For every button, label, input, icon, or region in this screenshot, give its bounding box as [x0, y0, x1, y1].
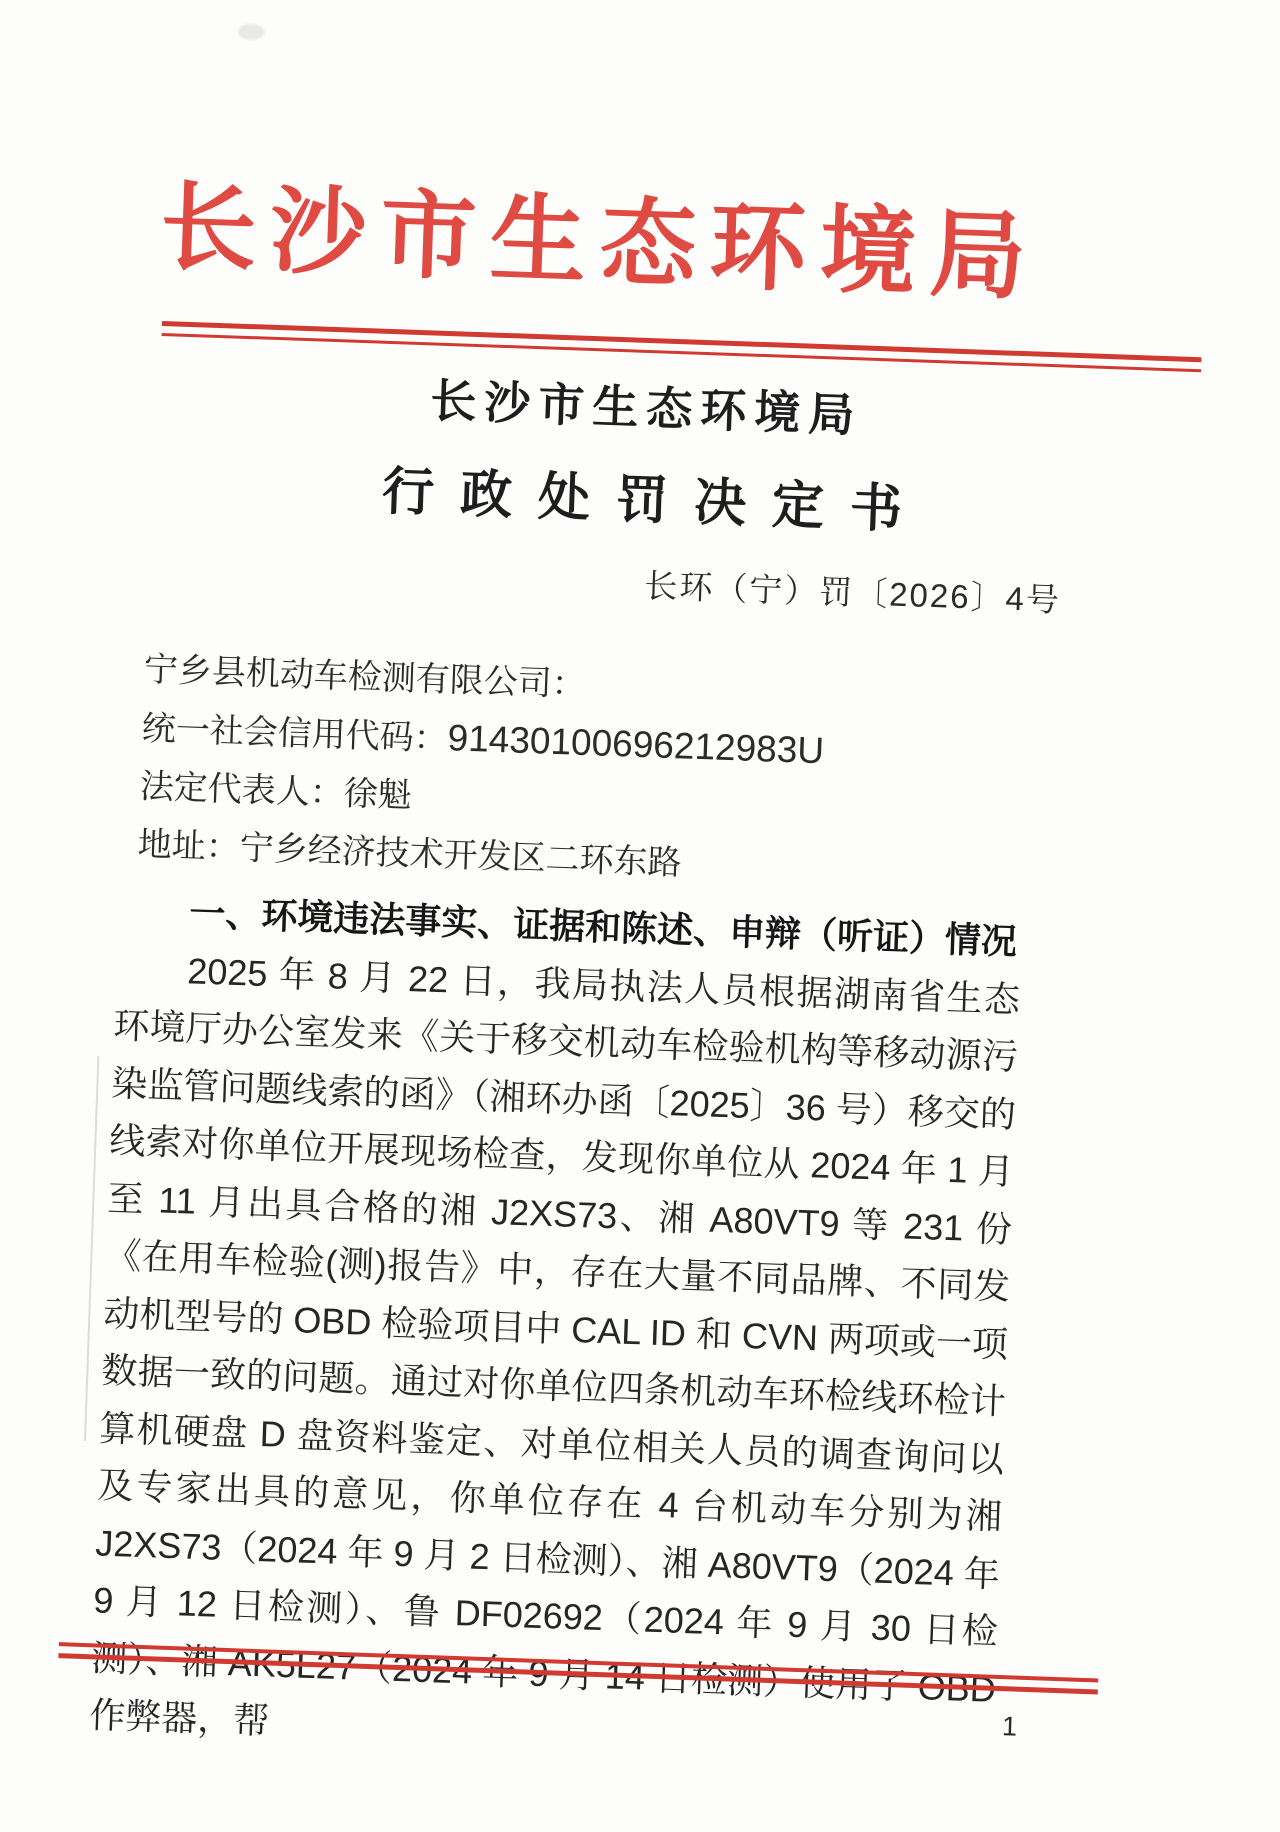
- scan-fold-line-artifact: [84, 1056, 99, 1441]
- address-value: 宁乡经济技术开发区二环东路: [239, 829, 683, 883]
- section-heading-violation-facts: 一、环境违法事实、证据和陈述、申辩（听证）情况: [188, 892, 1018, 963]
- credit-code-label: 统一社会信用代码：: [141, 709, 449, 759]
- address-label: 地址：: [137, 825, 241, 867]
- page-number: 1: [1001, 1711, 1018, 1742]
- agency-letterhead-title: 长沙市生态环境局: [158, 173, 1042, 312]
- document-reference-number: 长环（宁）罚〔2026〕4号: [643, 566, 1062, 619]
- legal-representative-label: 法定代表人：: [139, 767, 345, 813]
- recipient-block: [137, 641, 1105, 907]
- credit-code-value: 91430100696212983U: [447, 717, 825, 772]
- document-type-title: 行政处罚决定书: [381, 463, 929, 540]
- scan-smudge-artifact: [238, 23, 265, 40]
- document-agency-name: 长沙市生态环境局: [429, 375, 864, 442]
- legal-representative-value: 徐魁: [343, 774, 413, 815]
- body-paragraph: 2025 年 8 月 22 日，我局执法人员根据湖南省生态环境厅办公室发来《关于移交机动车检验机构等移动源污染监管问题线索的函》（湘环办函〔2025〕36 号）移交的线索对你单位开展现场检查，发现你单位从 2024 年 1 月至 11 月出具合格的湘 J2XS73、湘 A80VT9 等 231 份《在用车检验(测)报告》中，存在大量不同品牌、不同发动机型号的 OBD 检验项目中 CAL ID 和 CVN 两项或一项数据一致的问题。通过对你单位四条机动车环检线环检计算机硬盘 D 盘资料鉴定、对单位相关人员的调查询问以及专家出具的意见，你单位存在 4 台机动车分别为湘 J2XS73（2024 年 9 月 2 日检测）、湘 A80VT9（2024 年 9 月 12 日检测）、鲁 DF02692（2024 年 9 月 30 日检测）、湘 AK5L27（2024 年 9 月 14 日检测）使用了 OBD 作弊器，帮: [88, 949, 1021, 1742]
- recipient-company-name: 宁乡县机动车检测有限公司：: [143, 650, 587, 704]
- document-body: [88, 882, 1023, 1776]
